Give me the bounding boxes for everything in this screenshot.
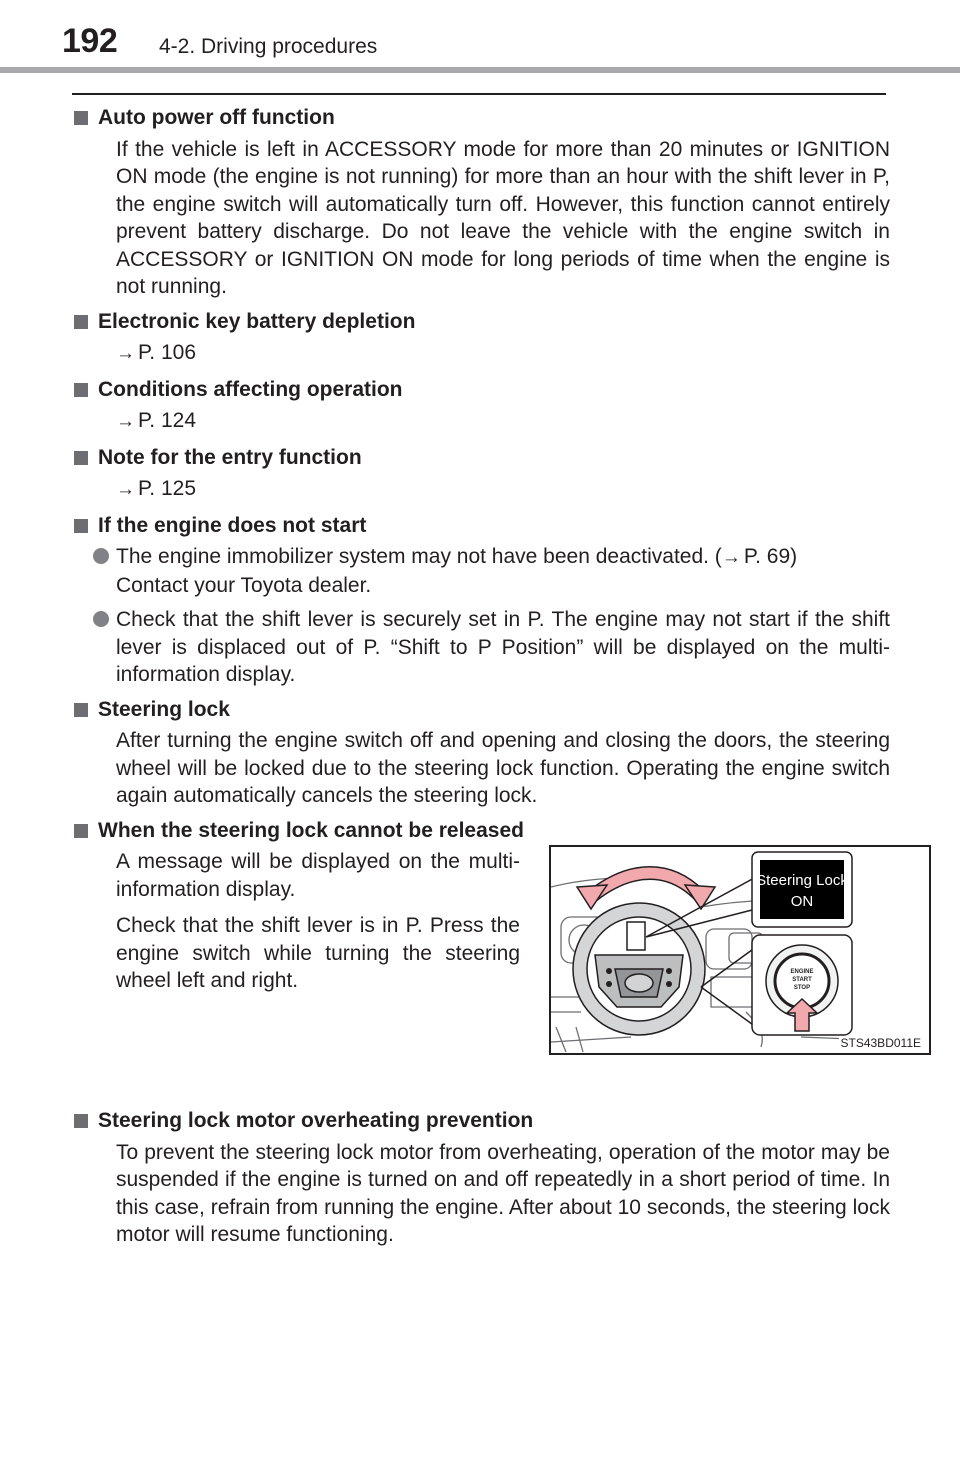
page-number: 192 bbox=[62, 22, 118, 60]
display-text-line-1: Steering Lock bbox=[756, 872, 848, 889]
heading-not-start: If the engine does not start bbox=[72, 512, 890, 540]
immobilizer-ref[interactable]: P. 69) bbox=[743, 545, 798, 568]
header-rule bbox=[0, 67, 960, 73]
arrow-right-icon: → bbox=[116, 343, 135, 364]
dashboard-illustration bbox=[551, 847, 929, 1053]
arrow-right-icon: → bbox=[721, 547, 741, 568]
steering-lock-illustration bbox=[549, 845, 931, 1055]
arrow-right-icon: → bbox=[116, 411, 135, 432]
page-content bbox=[72, 104, 921, 1256]
heading-cannot-release: When the steering lock cannot be released bbox=[72, 817, 890, 845]
section-title: 4-2. Driving procedures bbox=[159, 35, 378, 58]
square-bullet-icon bbox=[74, 519, 88, 533]
auto-power-off-text: If the vehicle is left in ACCESSORY mode for more than 20 minutes or IGNITION ON mode (the engine is not running) for more than an hour with the shift lever in P, the engine switch will automatically turn off. However, this function cannot entirely prevent battery discharge. Do not leave the vehicle with the engine switch in ACCESSORY or IGNITION ON mode for long periods of time when the engine is not running. bbox=[116, 137, 890, 298]
square-bullet-icon bbox=[74, 1114, 88, 1128]
key-battery-ref[interactable]: → P. 106 bbox=[116, 339, 890, 368]
bullet-shift-lever: Check that the shift lever is securely set in P. The engine may not start if the shift lever is displaced out of P. “Shift to P Position” will be displayed on the multi-information display. bbox=[116, 606, 890, 689]
heading-key-battery: Electronic key battery depletion bbox=[72, 308, 890, 336]
cannot-release-text-1: A message will be displayed on the multi-information display. bbox=[116, 850, 520, 901]
arrow-right-icon: → bbox=[116, 479, 135, 500]
engine-button-text-1: ENGINE bbox=[790, 969, 814, 975]
cannot-release-text-2: Check that the shift lever is in P. Press the engine switch while turning the steering wheel left and right. bbox=[116, 914, 520, 992]
square-bullet-icon bbox=[74, 824, 88, 838]
round-bullet-icon bbox=[93, 611, 109, 627]
conditions-ref[interactable]: → P. 124 bbox=[116, 407, 890, 436]
heading-auto-power-off: Auto power off function bbox=[72, 104, 890, 132]
cannot-release-block bbox=[72, 848, 921, 1104]
round-bullet-icon bbox=[93, 548, 109, 564]
bullet-immobilizer: The engine immobilizer system may not have been deactivated. (→ P. 69) Contact your Toyota dealer. bbox=[116, 543, 890, 599]
square-bullet-icon bbox=[74, 451, 88, 465]
heading-motor-overheat: Steering lock motor overheating prevention bbox=[72, 1107, 890, 1135]
motor-overheat-text: To prevent the steering lock motor from overheating, operation of the motor may be suspended if the engine is turned on and off repeatedly in a short period of time. In this case, refrain from running the engine. After about 10 seconds, the steering lock motor will resume functioning. bbox=[116, 1140, 890, 1246]
entry-note-ref[interactable]: → P. 125 bbox=[116, 475, 890, 504]
content-rule bbox=[72, 93, 886, 95]
square-bullet-icon bbox=[74, 315, 88, 329]
page-header bbox=[0, 0, 960, 74]
heading-conditions: Conditions affecting operation bbox=[72, 376, 890, 404]
heading-steering-lock: Steering lock bbox=[72, 696, 890, 724]
figure-code: STS43BD011E bbox=[840, 1036, 921, 1050]
display-text-line-2: ON bbox=[790, 893, 814, 910]
engine-button-text-3: STOP bbox=[793, 985, 811, 991]
square-bullet-icon bbox=[74, 703, 88, 717]
steering-lock-text: After turning the engine switch off and opening and closing the doors, the steering wheel will be locked due to the steering lock function. Operating the engine switch again automatically cancels the steering lock. bbox=[116, 729, 890, 807]
square-bullet-icon bbox=[74, 111, 88, 125]
heading-entry-note: Note for the entry function bbox=[72, 444, 890, 472]
cannot-release-text bbox=[116, 848, 520, 1004]
engine-button-text-2: START bbox=[792, 977, 812, 983]
square-bullet-icon bbox=[74, 383, 88, 397]
